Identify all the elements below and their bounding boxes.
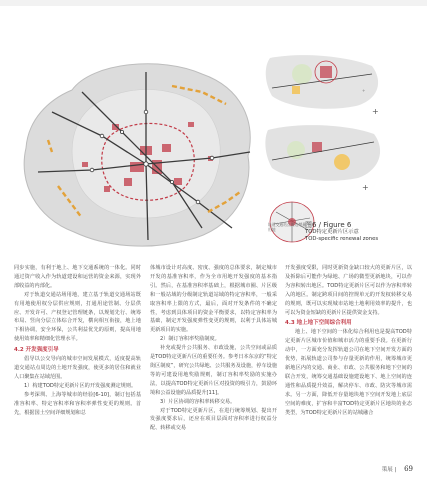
text-column-2 bbox=[150, 264, 277, 433]
figure-title-en: TOD-specific renewal zones bbox=[305, 236, 379, 242]
section-heading: 4.2 开发强度引导 bbox=[14, 347, 59, 354]
tod-city-map bbox=[12, 52, 260, 252]
section-heading: 4.3 地上地下空间综合利用 bbox=[285, 320, 352, 327]
top-rule bbox=[0, 0, 427, 6]
page-number: 69 bbox=[404, 465, 413, 473]
svg-text:+: + bbox=[362, 183, 369, 192]
side-map-middle bbox=[265, 125, 380, 181]
paragraph: 倡导以公交导向的城市空间发展模式，适度提高轨道交通站点周边的土地开发强度，使更多的居住和就业人口聚集在站域范围。 bbox=[14, 356, 141, 380]
svg-text:+: + bbox=[372, 107, 379, 116]
paragraph: 3）片区协调的容积率转移交易。 bbox=[160, 398, 236, 405]
figure-caption bbox=[305, 222, 420, 243]
paragraph: 开发强度受限，同时更新资金缺口较大的更新片区，以及拆除后可能作为绿地、广场的微型更新地块，可以作为容积转出地区。TOD特定更新片区可以作为容积率转入的地区。制定跨项目间的控规单元的开发权转移交易的规则，既可以实现城市站地土地利用效率的提升，也可以为资金短缺的更新片区提供资金支持。 bbox=[285, 265, 412, 316]
legend-note: 轨道交通站点周边增量用地 bbox=[268, 222, 306, 232]
svg-text:+: + bbox=[362, 88, 366, 93]
page-footer bbox=[382, 465, 413, 473]
paragraph: 对于TOD特定更新片区，在进行统筹规划、提出开发强度要求后，还应在项目层面对容积率进行权益分配、转移或交易 bbox=[150, 407, 277, 432]
paragraph: 2）制订容积率奖励制度。 bbox=[160, 336, 220, 343]
paragraph: 同步实施，有利于地上、地下交通系统的一体化。同时通过资产收入作为轨道建设和运营的资金来源，实现外部收益的内部化。 bbox=[14, 265, 141, 289]
paragraph: 体城市设计对高度、密度、强度的总体要求，制定城市开发的基准容积率，作为全市用地开发强度的基本指引。然后，在基准容积率基础上，根据城市圈、片区级和一般站域的分级制定轨道站域的特定容积率，一般采取容积率上限的方式，最后，面对开发条件的不确定性，考虑到具体项目的资金平衡要求，以特定容积率为基础，制定开发强度弹性变更的规则，以利于具体站城更新项目的实施。 bbox=[150, 265, 277, 334]
paragraph: 1）构建TOD特定更新片区的开发强度测定规则。 bbox=[24, 382, 137, 389]
paragraph: 地上、地下空间的一体化综合利用也是提高TOD特定更新片区城市价值和城市活力的重要手段。在更新行动中，一方面充分发挥轨道公司在地下空间开发方面的优势，拓展轨道公司参与存量更新的作用，统筹城市更新地区内的交通、商业、市政、公共服务和地下空间的联合开发，统筹交通基础设施建设地下、地上空间的连通性和品质提升效益，解决停车、市政、防灾等城市需求。另一方面，降低开存量地块地下空间开发地上底层空间的难度，扩容和丰富TOD特定更新片区地块的业态类型，为TOD特定更新片区的站城融合 bbox=[285, 329, 412, 416]
side-map-top bbox=[266, 55, 378, 109]
footer-separator: | bbox=[392, 467, 399, 473]
paragraph: 对于轨道交通站场用地，建立基于轨道交通场站既有用地使用权分层供应规则，打通用途管制、分层供应、开发许可、产权登记管理链条，以规划先行、统筹布局、竖向分层立体综合开发，横向相互衔接，地上地下相协调，安全环保，公共利益优先的原则，提高用地使用效率和精细化管理水平。 bbox=[14, 291, 141, 343]
text-column-1 bbox=[14, 264, 141, 417]
figure-number: 图6 / Figure 6 bbox=[305, 221, 352, 229]
text-column-3 bbox=[285, 264, 412, 417]
footer-section: 策展 bbox=[381, 467, 393, 473]
figure-title-cn: TOD特定更新片区示意 bbox=[305, 229, 359, 235]
paragraph: 补充或提升公共服务、市政设施，公共空间或品质是TOD特定更新片区的重要任务。参考日本东京的“特定街区制度”，研究公共绿地、公共服务及设施，停车设施等的可建设用地奖励规则，制订容积率奖励的实施办法，以提高TOD特定更新片区对投资的吸引力，鼓励环境和公益设施的品质提升[11]。 bbox=[150, 345, 277, 396]
paragraph: 参考深圳、上海等城市的经验[6-10]，制订包括基准容积率、特定容积率和容积率弹性变更的规则。首先，根据国土空间详细规划和总 bbox=[14, 391, 141, 416]
